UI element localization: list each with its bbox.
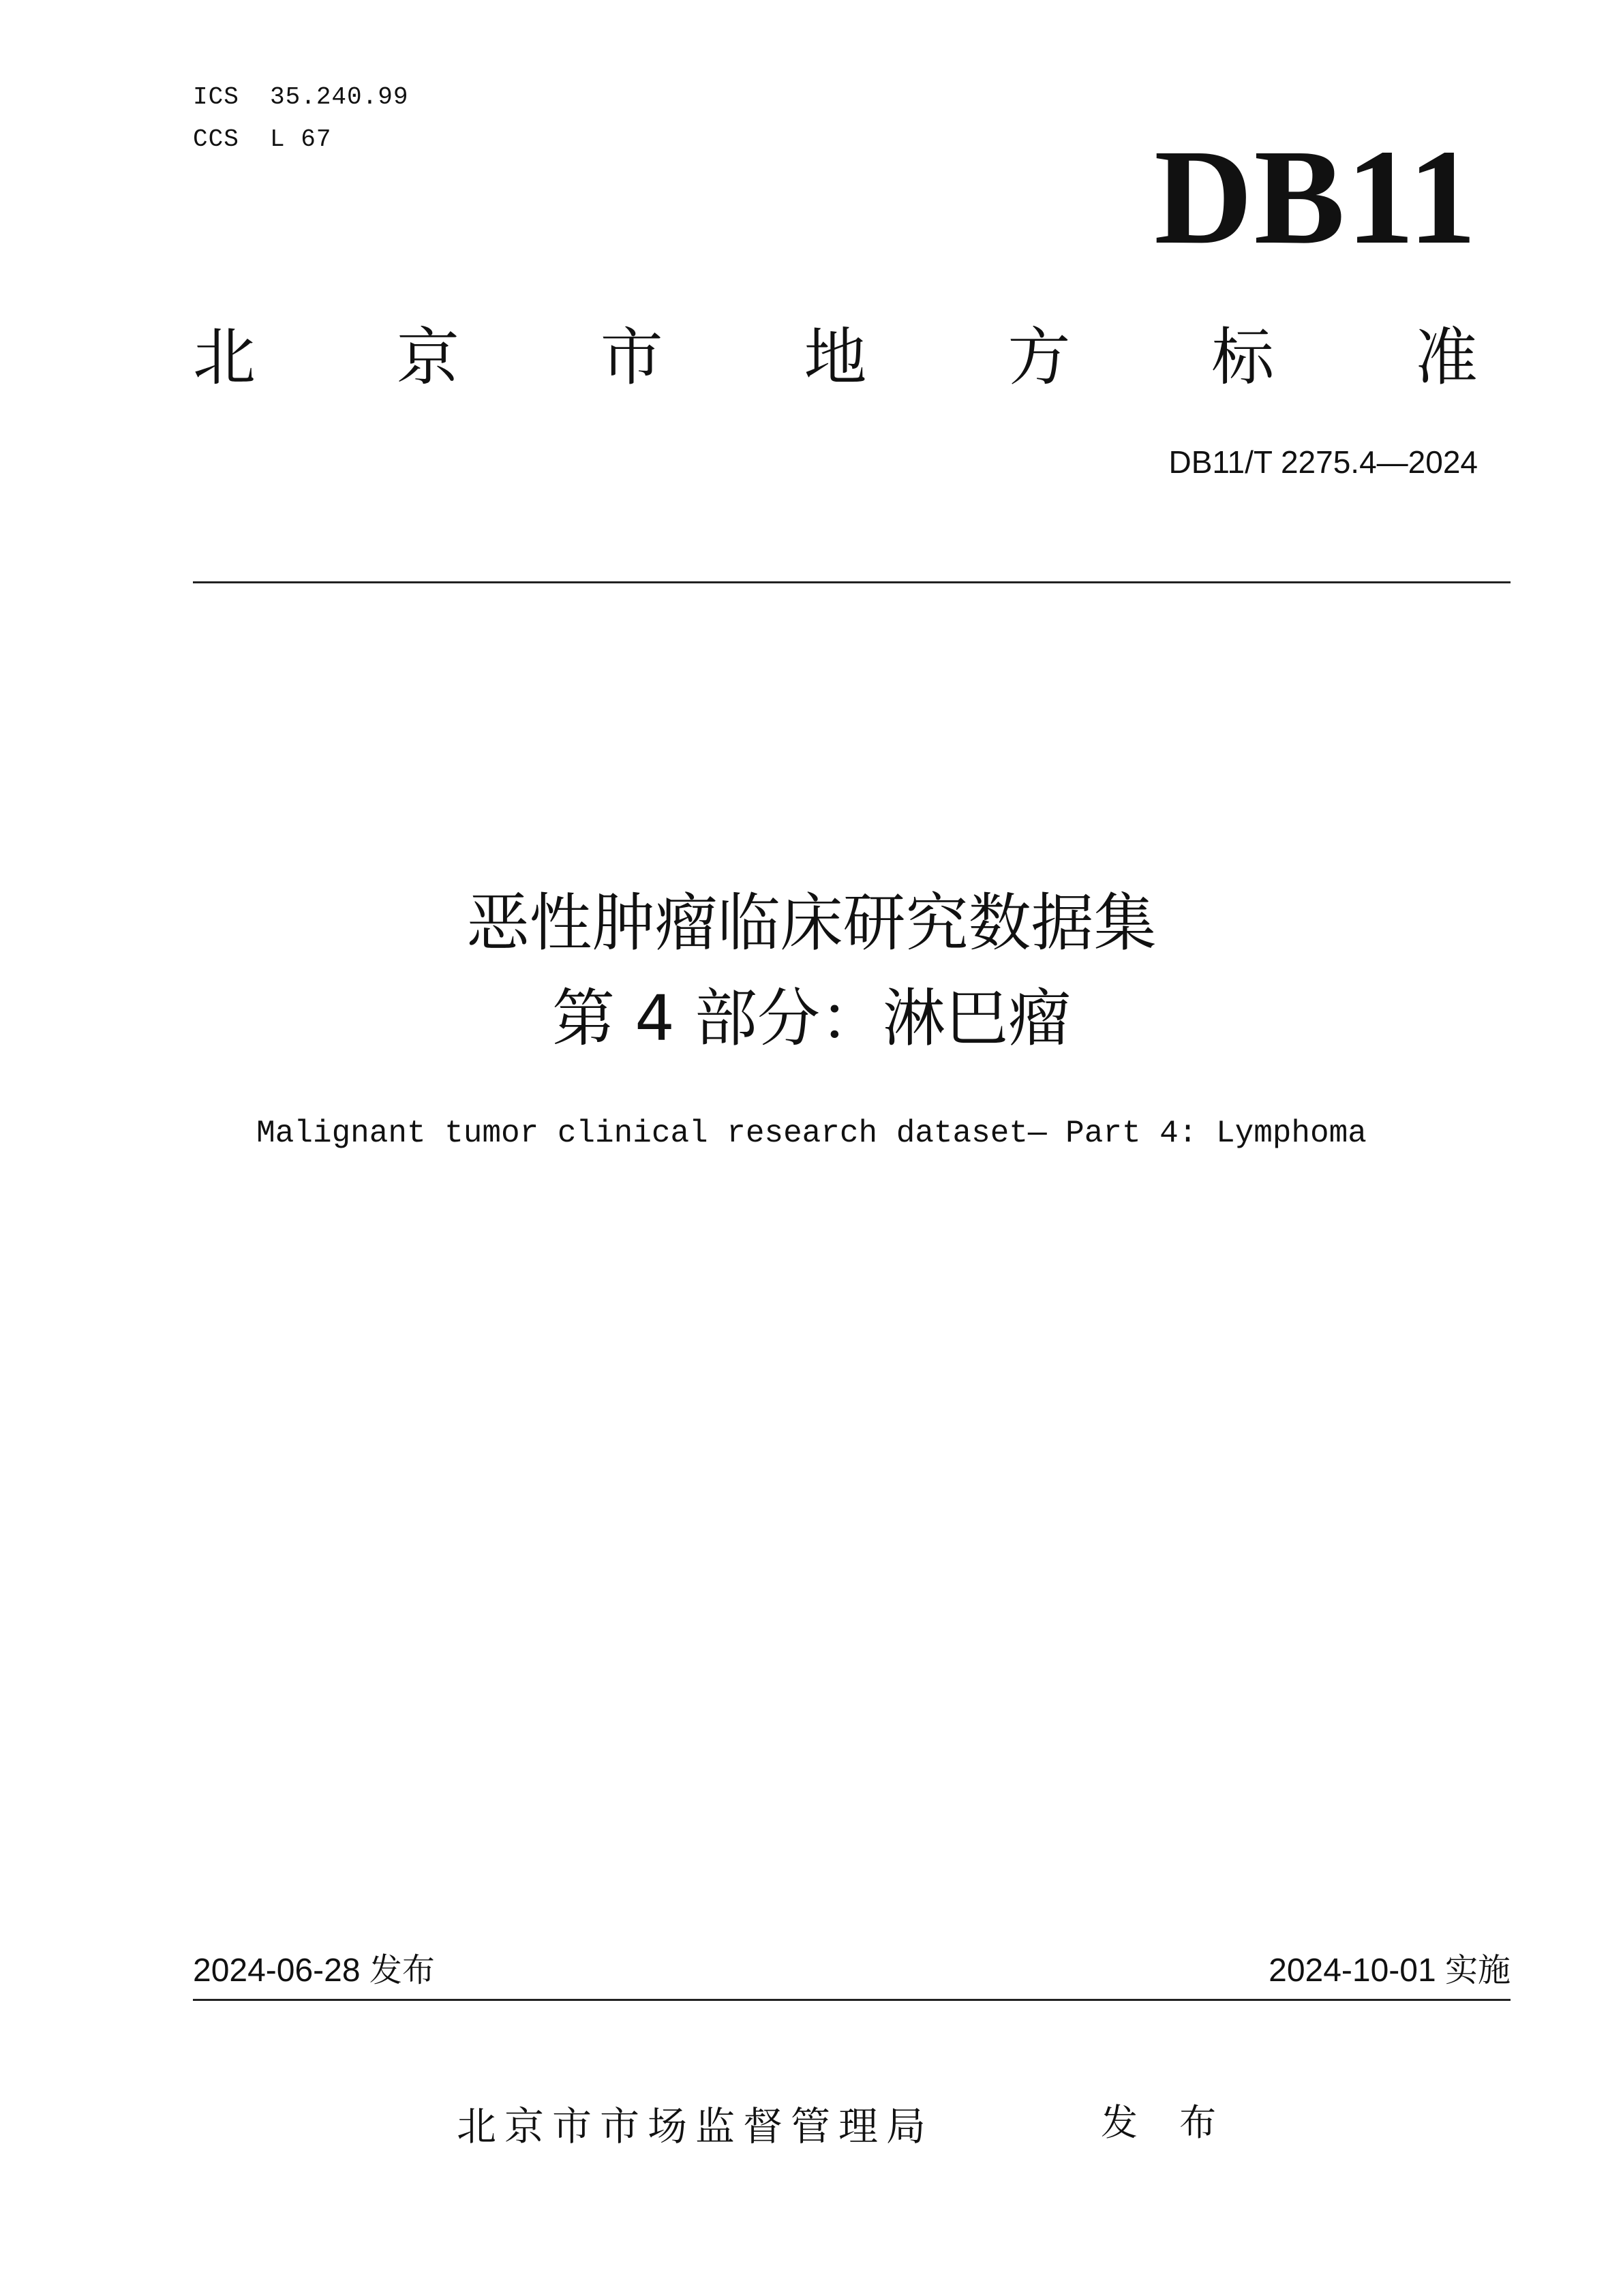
ics-code: ICS 35.240.99 <box>193 83 409 111</box>
standard-type-heading <box>193 320 1478 395</box>
standard-type-char: 准 <box>1414 321 1478 394</box>
issuing-authority: 北京市市场监督管理局 <box>457 2103 935 2149</box>
top-divider <box>193 581 1511 583</box>
standard-logo: DB11 <box>1154 122 1478 273</box>
issue-label: 发 布 <box>1101 2101 1232 2144</box>
ccs-code: CCS L 67 <box>193 125 332 153</box>
standard-type-char: 北 <box>193 321 256 394</box>
standard-type-char: 地 <box>804 321 867 394</box>
title-chinese-line1: 恶性肿瘤临床研究数据集 <box>466 887 1157 960</box>
issue-date: 2024-06-28 发布 <box>193 1953 435 1989</box>
standard-type-char: 市 <box>600 321 663 394</box>
standard-type-char: 标 <box>1211 321 1275 394</box>
implementation-date: 2024-10-01 实施 <box>1269 1953 1511 1989</box>
title-chinese-line2: 第 4 部分：淋巴瘤 <box>551 982 1072 1055</box>
bottom-divider <box>193 1999 1511 2001</box>
standard-type-char: 京 <box>396 321 459 394</box>
title-english: Malignant tumor clinical research dataset— Part 4: Lymphoma <box>256 1116 1367 1151</box>
standard-number: DB11/T 2275.4—2024 <box>1168 444 1478 480</box>
standard-type-char: 方 <box>1007 321 1071 394</box>
